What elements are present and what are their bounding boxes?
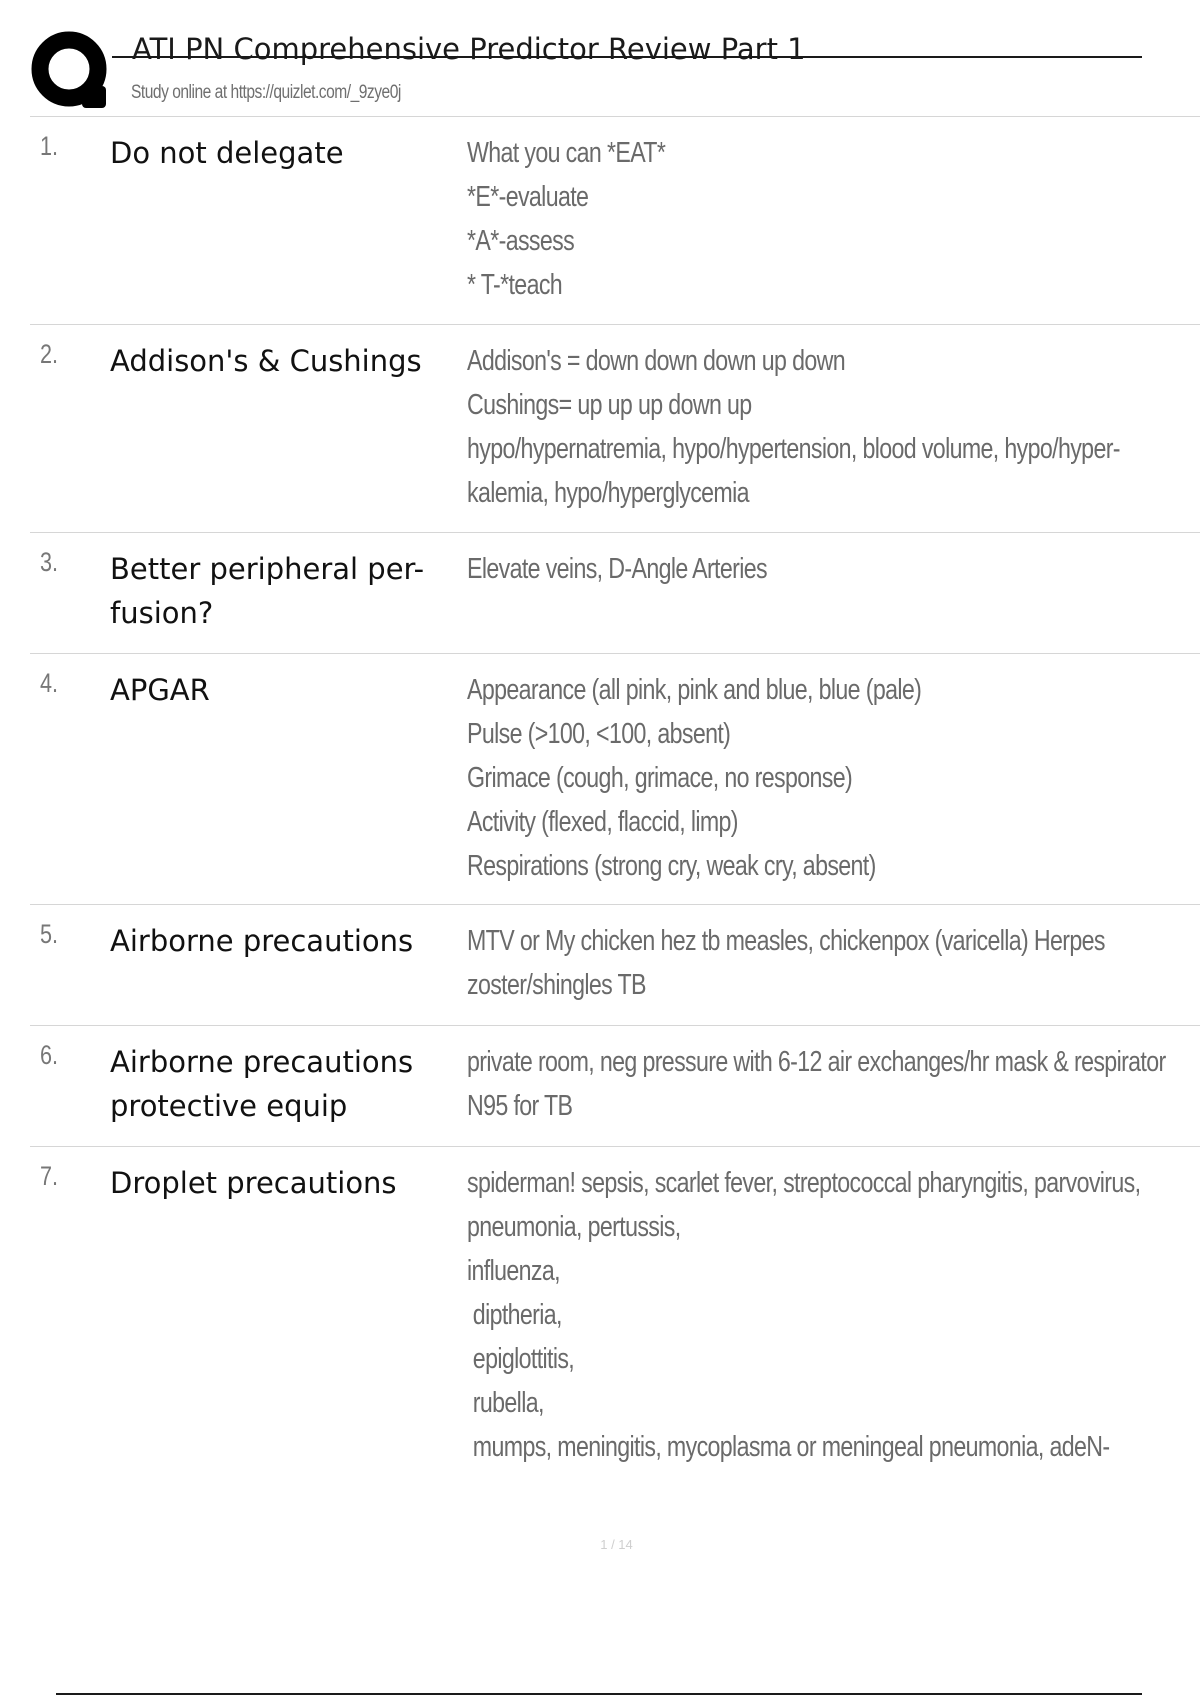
definition-line: *E*-evaluate bbox=[467, 181, 589, 213]
card-definition bbox=[467, 547, 1179, 591]
definition-line: diptheria, bbox=[467, 1299, 562, 1331]
definition-line: Grimace (cough, grimace, no response) bbox=[467, 762, 853, 794]
definition-line: mumps, meningitis, mycoplasma or meningeal pneumonia, adeN- bbox=[467, 1431, 1110, 1463]
card-definition bbox=[467, 1040, 1179, 1128]
definition-line: zoster/shingles TB bbox=[467, 969, 646, 1001]
flashcard-row bbox=[30, 1147, 1200, 1477]
definition-line: kalemia, hypo/hyperglycemia bbox=[467, 477, 749, 509]
card-term: APGAR bbox=[110, 673, 210, 707]
card-number: 2. bbox=[40, 339, 59, 369]
card-definition bbox=[467, 668, 1179, 888]
card-term: Do not delegate bbox=[110, 136, 344, 170]
card-term: Addison's & Cushings bbox=[110, 344, 422, 378]
flashcard-row bbox=[30, 533, 1200, 654]
definition-line: private room, neg pressure with 6-12 air exchanges/hr mask & respirator bbox=[467, 1046, 1166, 1078]
definition-line: rubella, bbox=[467, 1387, 544, 1419]
definition-line: Respirations (strong cry, weak cry, absent) bbox=[467, 850, 876, 882]
definition-line: hypo/hypernatremia, hypo/hypertension, blood volume, hypo/hyper- bbox=[467, 433, 1120, 465]
card-term-line: Airborne precautions protective equip bbox=[110, 1045, 414, 1123]
card-term-line: Better peripheral per- fusion? bbox=[110, 552, 425, 630]
definition-line: Elevate veins, D-Angle Arteries bbox=[467, 553, 767, 585]
definition-line: Cushings= up up up down up bbox=[467, 389, 752, 421]
definition-line: epiglottitis, bbox=[467, 1343, 575, 1375]
card-definition bbox=[467, 339, 1179, 515]
definition-line: N95 for TB bbox=[467, 1090, 573, 1122]
definition-line: Appearance (all pink, pink and blue, blue (pale) bbox=[467, 674, 922, 706]
definition-line: What you can *EAT* bbox=[467, 137, 666, 169]
card-term bbox=[110, 1040, 450, 1128]
definition-line: Pulse (>100, <100, absent) bbox=[467, 718, 731, 750]
card-term bbox=[110, 547, 450, 635]
definition-line: Addison's = down down down up down bbox=[467, 345, 845, 377]
definition-line: influenza, bbox=[467, 1255, 560, 1287]
card-definition bbox=[467, 131, 1179, 307]
footer-divider bbox=[56, 1693, 1142, 1695]
card-number: 3. bbox=[40, 547, 59, 577]
title-strike-line bbox=[112, 56, 1142, 58]
flashcard-row bbox=[30, 654, 1200, 905]
card-number: 5. bbox=[40, 919, 59, 949]
page-indicator: 1 / 14 bbox=[600, 1537, 633, 1552]
flashcard-row bbox=[30, 325, 1200, 533]
definition-line: spiderman! sepsis, scarlet fever, streptococcal pharyngitis, parvovirus, bbox=[467, 1167, 1141, 1199]
flashcard-row bbox=[30, 905, 1200, 1026]
card-number: 4. bbox=[40, 668, 59, 698]
flashcard-row bbox=[30, 1026, 1200, 1147]
definition-line: MTV or My chicken hez tb measles, chickenpox (varicella) Herpes bbox=[467, 925, 1105, 957]
card-definition bbox=[467, 919, 1179, 1007]
definition-line: pneumonia, pertussis, bbox=[467, 1211, 681, 1243]
flashcard-list bbox=[30, 117, 1200, 1477]
card-number: 1. bbox=[40, 131, 59, 161]
definition-line: * T-*teach bbox=[467, 269, 563, 301]
card-definition bbox=[467, 1161, 1179, 1469]
definition-line: *A*-assess bbox=[467, 225, 575, 257]
card-number: 7. bbox=[40, 1161, 59, 1191]
definition-line: Activity (flexed, flaccid, limp) bbox=[467, 806, 738, 838]
card-term: Droplet precautions bbox=[110, 1166, 397, 1200]
study-online-link[interactable]: Study online at https://quizlet.com/_9zye0j bbox=[131, 82, 401, 103]
document-title: ATI PN Comprehensive Predictor Review Part 1 bbox=[132, 32, 806, 66]
card-number: 6. bbox=[40, 1040, 59, 1070]
flashcard-row bbox=[30, 117, 1200, 325]
card-term: Airborne precautions bbox=[110, 924, 414, 958]
quizlet-q-logo-icon bbox=[30, 30, 112, 112]
